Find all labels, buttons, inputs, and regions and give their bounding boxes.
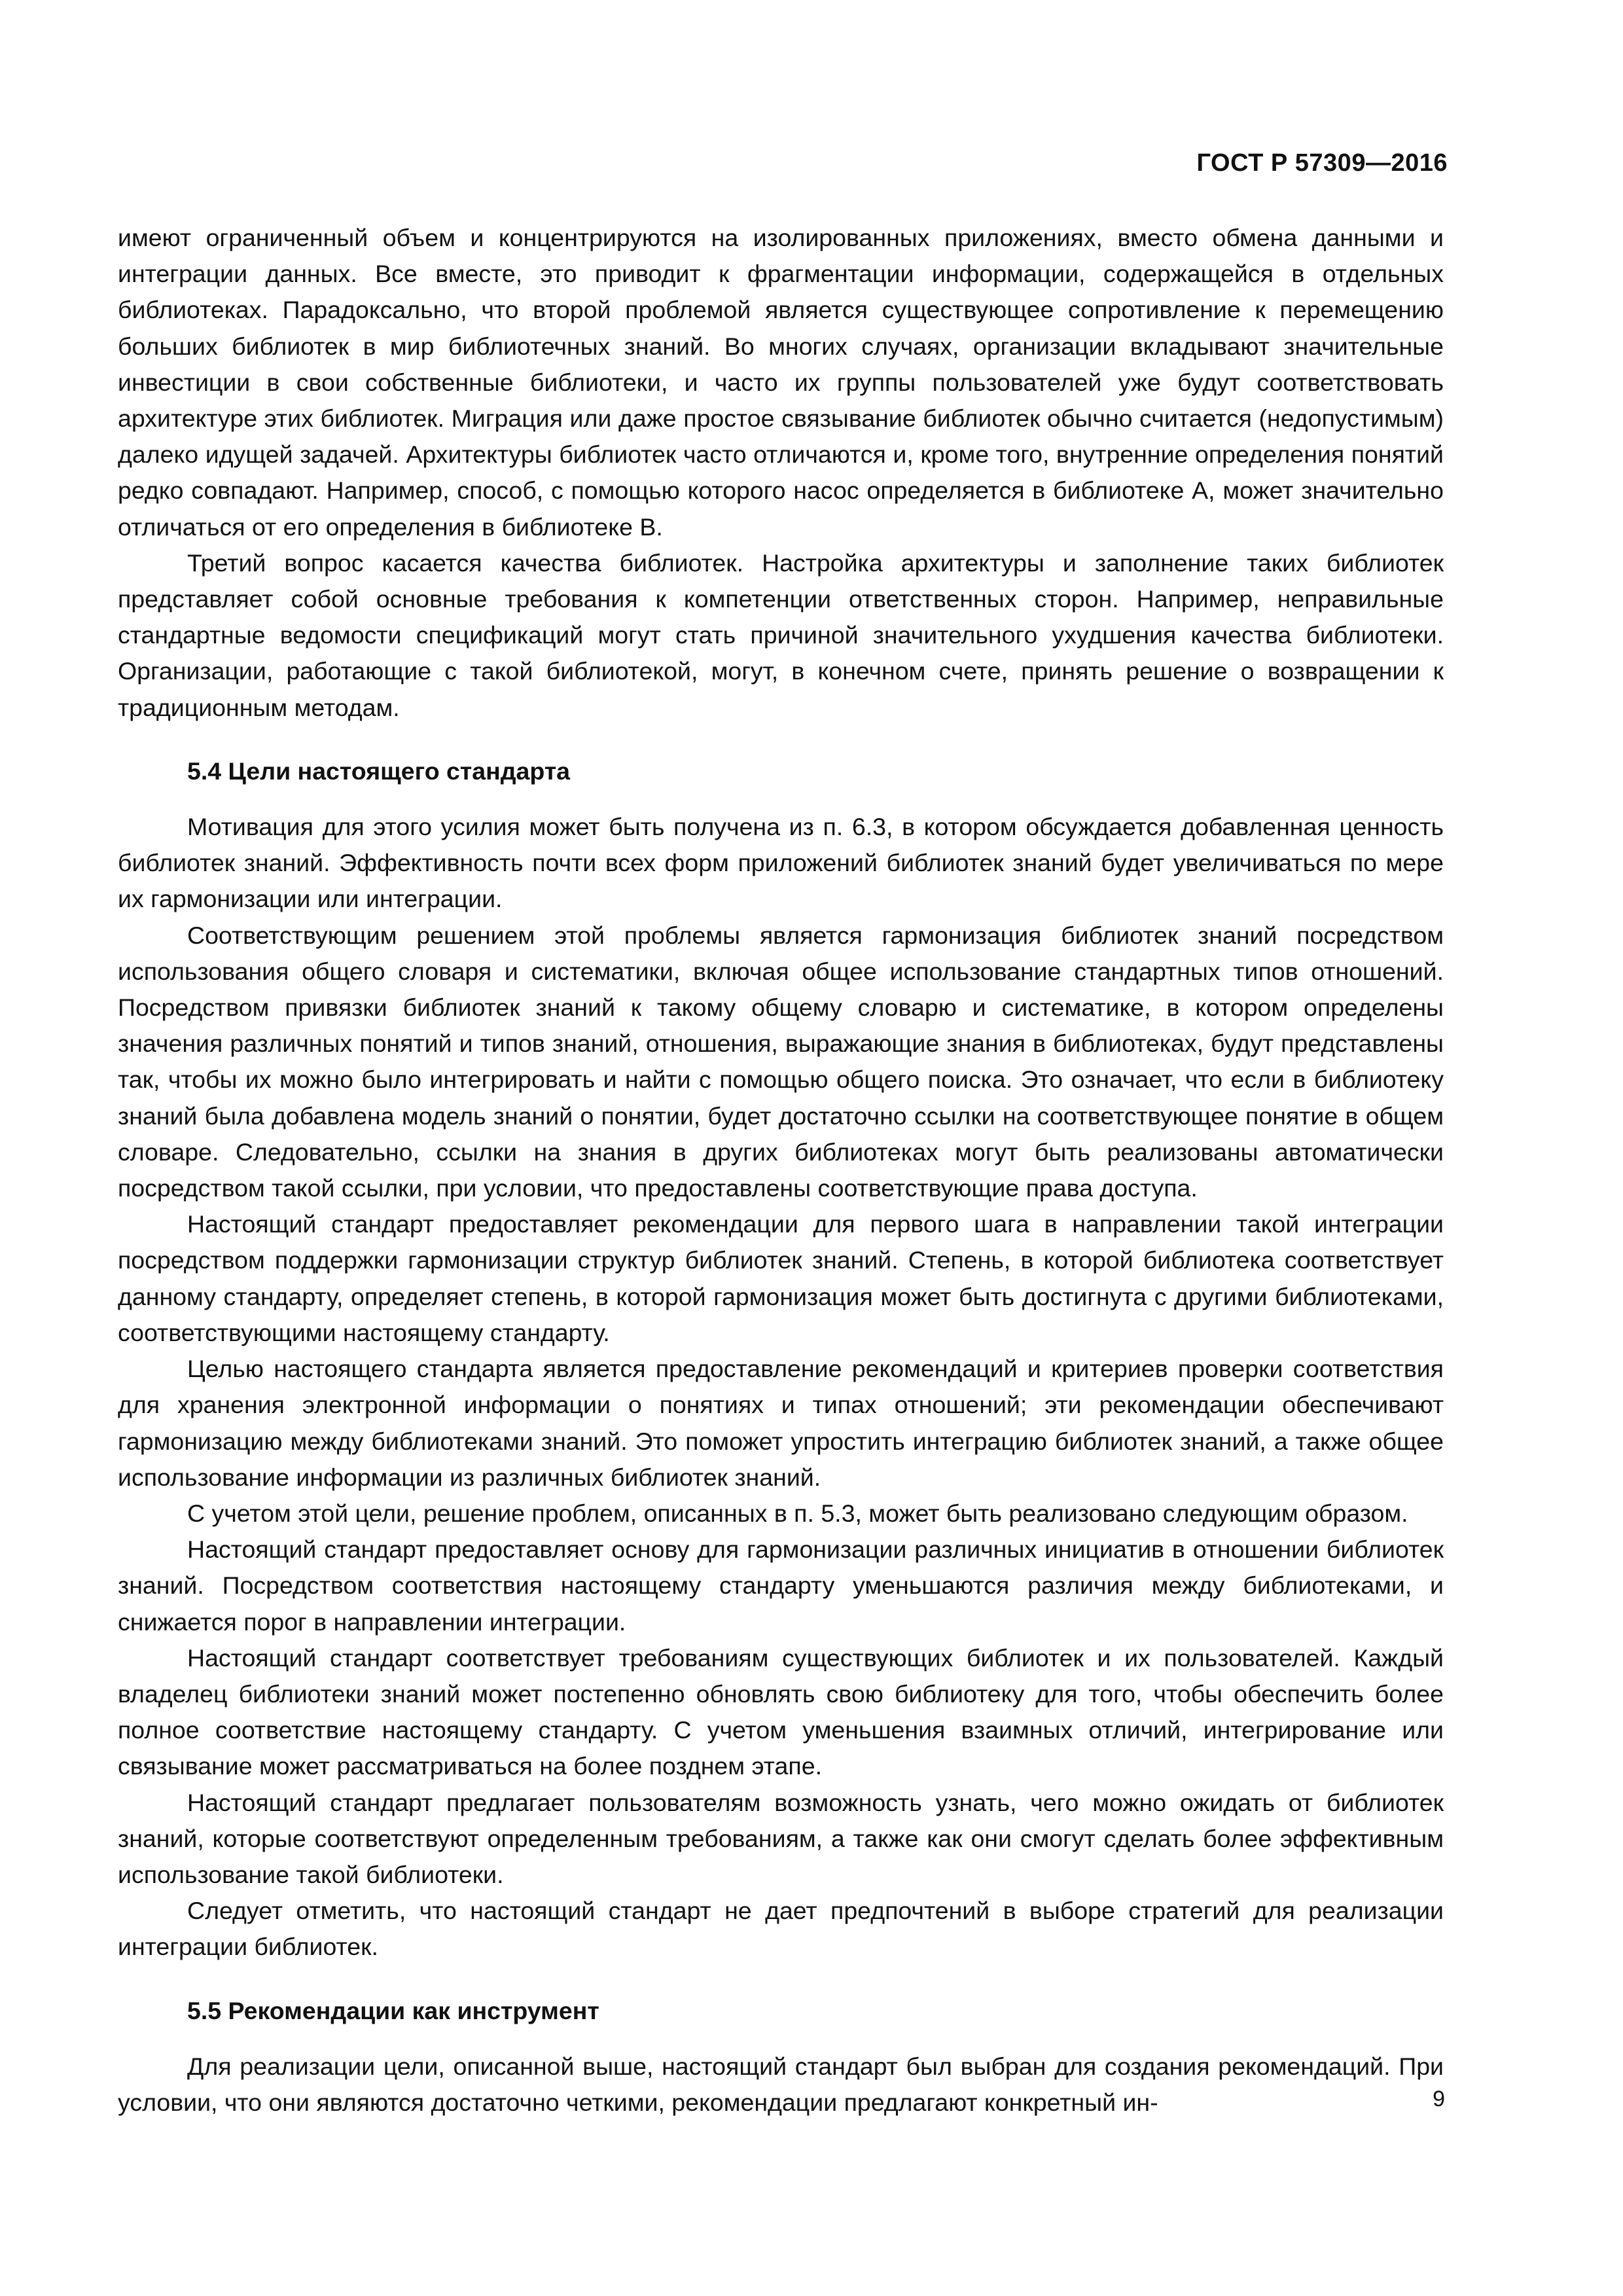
paragraph: Для реализации цели, описанной выше, настоящий стандарт был выбран для создания рекомендаций. При условии, что они являются достаточно четкими, рекомендации предлагают конкретный ин- xyxy=(118,2052,1444,2116)
paragraph: Третий вопрос касается качества библиотек. Настройка архитектуры и заполнение таких библиотек представляет собой основные требования к компетенции ответственных сторон. Например, неправильные стандартные ведомости спецификаций могут стать причиной значительного ухудшения качества библиотеки. Организации, работающие с такой библиотекой, могут, в конечном счете, принять решение о возвращении к традиционным методам. xyxy=(118,548,1444,721)
document-header-id: ГОСТ Р 57309—2016 xyxy=(1196,149,1448,177)
paragraph: Целью настоящего стандарта является предоставление рекомендаций и критериев проверки соответствия для хранения электронной информации о понятиях и типах отношений; эти рекомендации обеспечивают гармонизацию между библиотеками знаний. Это поможет упростить интеграцию библиотек знаний, а также общее использование информации из различных библиотек знаний. xyxy=(118,1355,1444,1491)
paragraph: Настоящий стандарт предлагает пользователям возможность узнать, чего можно ожидать от библиотек знаний, которые соответствуют определенным требованиям, а также как они смогут сделать более эффективным использование такой библиотеки. xyxy=(118,1788,1444,1888)
paragraph: Соответствующим решением этой проблемы является гармонизация библиотек знаний посредством использования общего словаря и систематики, включая общее использование стандартных типов отношений. Посредством привязки библиотек знаний к такому общему словарю и систематике, в котором определены значения различных понятий и типов знаний, отношения, выражающие знания в библиотеках, будут представлены так, чтобы их можно было интегрировать и найти с помощью общего поиска. Это означает, что если в библиотеку знаний была добавлена модель знаний о понятии, будет достаточно ссылки на соответствующее понятие в общем словаре. Следовательно, ссылки на знания в других библиотеках могут быть реализованы автоматически посредством такой ссылки, при условии, что предоставлены соответствующие права доступа. xyxy=(118,921,1444,1202)
paragraph-continuation: имеют ограниченный объем и концентрируются на изолированных приложениях, вместо обмена данными и интеграции данных. Все вместе, это приводит к фрагментации информации, содержащейся в отдельных библиотеках. Парадоксально, что второй проблемой является существующее сопротивление к перемещению больших библиотек в мир библиотечных знаний. Во многих случаях, организации вкладывают значительные инвестиции в свои собственные библиотеки, и часто их группы пользователей уже будут соответствовать архитектуре этих библиотек. Миграция или даже простое связывание библиотек обычно считается (недопустимым) далеко идущей задачей. Архитектуры библиотек часто отличаются и, кроме того, внутренние определения понятий редко совпадают. Например, способ, с помощью которого насос определяется в библиотеке А, может значительно отличаться от его определения в библиотеке В. xyxy=(118,224,1444,541)
section-heading-5-4: 5.4 Цели настоящего стандарта xyxy=(187,757,571,785)
section-heading-5-5: 5.5 Рекомендации как инструмент xyxy=(187,1996,599,2024)
paragraph: Мотивация для этого усилия может быть получена из п. 6.3, в котором обсуждается добавленная ценность библиотек знаний. Эффективность почти всех форм приложений библиотек знаний будет увеличиваться по мере их гармонизации или интеграции. xyxy=(118,813,1444,913)
spacer xyxy=(118,2029,1444,2049)
spacer xyxy=(118,726,1444,753)
paragraph: Следует отметить, что настоящий стандарт не дает предпочтений в выборе стратегий для реализации интеграции библиотек. xyxy=(118,1897,1444,1961)
spacer xyxy=(118,1965,1444,1993)
paragraph: Настоящий стандарт предоставляет основу для гармонизации различных инициатив в отношении библиотек знаний. Посредством соответствия настоящему стандарту уменьшаются различия между библиотеками, и снижается порог в направлении интеграции. xyxy=(118,1535,1444,1636)
paragraph: Настоящий стандарт соответствует требованиям существующих библиотек и их пользователей. Каждый владелец библиотеки знаний может постепенно обновлять свою библиотеку для того, чтобы обеспечить более полное соответствие настоящему стандарту. С учетом уменьшения взаимных отличий, интегрирование или связывание может рассматриваться на более позднем этапе. xyxy=(118,1643,1444,1780)
document-body xyxy=(118,220,1444,2121)
paragraph: С учетом этой цели, решение проблем, описанных в п. 5.3, может быть реализовано следующим образом. xyxy=(187,1499,1408,1527)
paragraph: Настоящий стандарт предоставляет рекомендации для первого шага в направлении такой интеграции посредством поддержки гармонизации структур библиотек знаний. Степень, в которой библиотека соответствует данному стандарту, определяет степень, в которой гармонизация может быть достигнута с другими библиотеками, соответствующими настоящему стандарту. xyxy=(118,1210,1444,1346)
spacer xyxy=(118,789,1444,809)
page-number: 9 xyxy=(1433,2087,1445,2111)
